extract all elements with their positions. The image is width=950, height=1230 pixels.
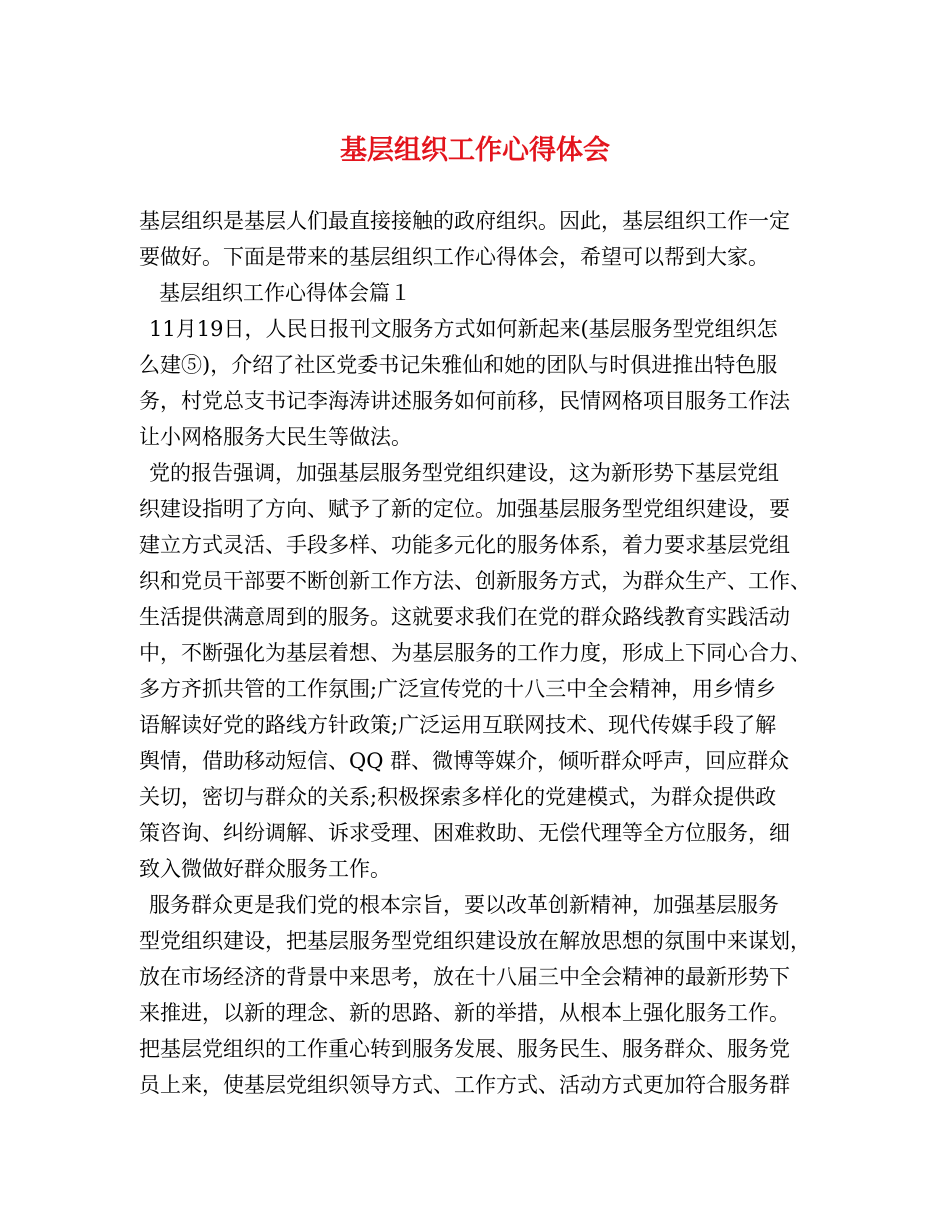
text-line: 织和党员干部要不断创新工作方法、创新服务方式，为群众生产、工作、 — [139, 569, 811, 593]
section-heading: 基层组织工作心得体会篇１ — [159, 281, 411, 305]
text-line: 型党组织建设，把基层服务型党组织建设放在解放思想的氛围中来谋划， — [139, 929, 811, 953]
text-line: 语解读好党的路线方针政策;广泛运用互联网技术、现代传媒手段了解 — [139, 713, 777, 737]
text-line: 把基层党组织的工作重心转到服务发展、服务民生、服务群众、服务党 — [139, 1037, 790, 1061]
text-line: 舆情，借助移动短信、QQ 群、微博等媒介，倾听群众呼声，回应群众 — [139, 749, 790, 773]
text-line: 生活提供满意周到的服务。这就要求我们在党的群众路线教育实践活动 — [139, 605, 790, 629]
text-line: 党的报告强调，加强基层服务型党组织建设，这为新形势下基层党组 — [149, 461, 779, 485]
text-line: 放在市场经济的背景中来思考，放在十八届三中全会精神的最新形势下 — [139, 965, 790, 989]
text-line: 要做好。下面是带来的基层组织工作心得体会，希望可以帮到大家。 — [139, 245, 769, 269]
text-line: 务，村党总支书记李海涛讲述服务如何前移，民情网格项目服务工作法 — [139, 389, 790, 413]
text-line: 员上来，使基层党组织领导方式、工作方式、活动方式更加符合服务群 — [139, 1073, 790, 1097]
text-line: 策咨询、纠纷调解、诉求受理、困难救助、无偿代理等全方位服务，细 — [139, 821, 790, 845]
document-title: 基层组织工作心得体会 — [340, 135, 610, 166]
text-line: 多方齐抓共管的工作氛围;广泛宣传党的十八三中全会精神，用乡情乡 — [139, 677, 777, 701]
text-line: 织建设指明了方向、赋予了新的定位。加强基层服务型党组织建设，要 — [139, 497, 790, 521]
text-line: 么建⑤)，介绍了社区党委书记朱雅仙和她的团队与时俱进推出特色服 — [139, 353, 778, 377]
text-line: 致入微做好群众服务工作。 — [139, 857, 391, 881]
text-line: 关切，密切与群众的关系;积极探索多样化的党建模式，为群众提供政 — [139, 785, 777, 809]
text-line: 11月19日，人民日报刊文服务方式如何新起来(基层服务型党组织怎 — [149, 317, 778, 341]
text-line: 让小网格服务大民生等做法。 — [139, 425, 412, 449]
text-line: 服务群众更是我们党的根本宗旨，要以改革创新精神，加强基层服务 — [149, 893, 779, 917]
text-line: 来推进，以新的理念、新的思路、新的举措，从根本上强化服务工作。 — [139, 1001, 790, 1025]
document-body — [139, 203, 819, 1103]
text-line: 基层组织是基层人们最直接接触的政府组织。因此，基层组织工作一定 — [139, 209, 790, 233]
text-line: 建立方式灵活、手段多样、功能多元化的服务体系，着力要求基层党组 — [139, 533, 790, 557]
text-line: 中，不断强化为基层着想、为基层服务的工作力度，形成上下同心合力、 — [139, 641, 811, 665]
